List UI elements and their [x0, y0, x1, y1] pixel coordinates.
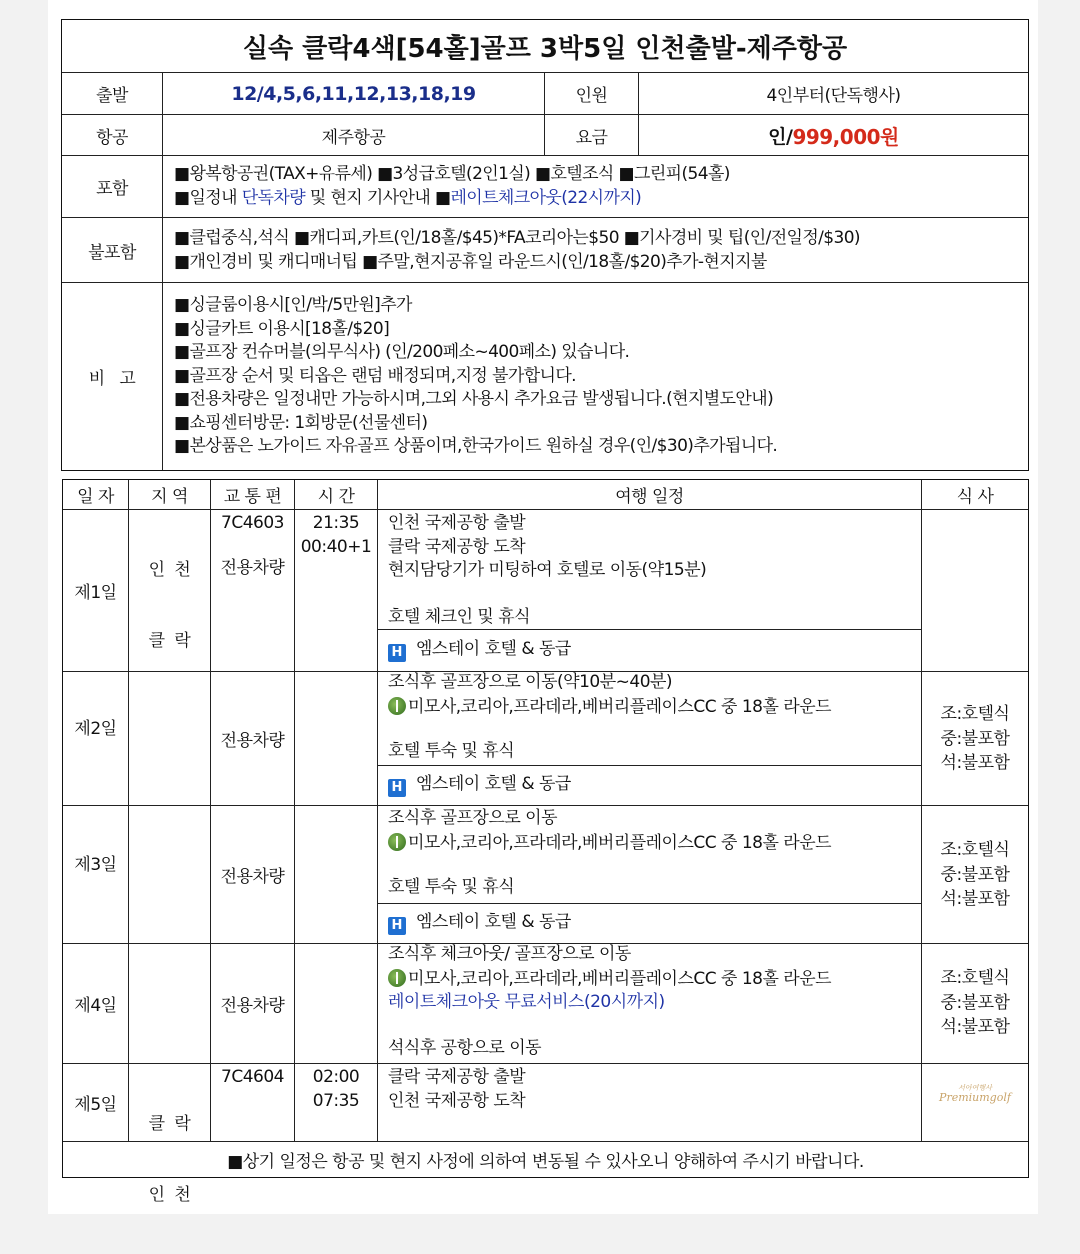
hotel-icon: H: [388, 917, 406, 935]
include-details: [174, 163, 730, 210]
day-3-hotel: H 엠스테이 호텔 & 동급: [388, 911, 571, 935]
remark-line: ■싱글룸이용시[인/박/5만원]추가: [174, 295, 412, 315]
day-1-label: 제1일: [74, 583, 117, 603]
golf-flag-icon: [388, 833, 406, 851]
day-2-hotel: H 엠스테이 호텔 & 동급: [388, 773, 571, 797]
remark-line: ■골프장 컨슈머블(의무식사) (인/200페소~400페소) 있습니다.: [174, 342, 630, 362]
flight-number: 7C4603: [221, 513, 284, 533]
include-line-1: ■왕복항공권(TAX+유류세) ■3성급호텔(2인1실) ■호텔조식 ■그린피(54홀): [174, 164, 730, 184]
hotel-icon: H: [388, 779, 406, 797]
remark-line: ■싱글카트 이용시[18홀/$20]: [174, 318, 390, 339]
day-4-label: 제4일: [74, 996, 117, 1016]
price-value: [639, 115, 1028, 155]
day-1-plan: 인천 국제공항 출발 클락 국제공항 도착 현지담당기가 미팅하여 호텔로 이동(약15분) 호텔 체크인 및 휴식: [388, 513, 707, 627]
day-4-transport: 전용차량: [220, 996, 285, 1016]
page-title: 실속 클락4색[54홀]골프 3박5일 인천출발-제주항공: [242, 33, 848, 64]
hotel-icon: H: [388, 644, 406, 662]
airline-label: 항공: [96, 127, 128, 148]
remark-line: ■쇼핑센터방문: 1회방문(선물센터): [174, 412, 428, 433]
header-region: 지 역: [151, 487, 188, 507]
remark-line: ■골프장 순서 및 티옵은 랜덤 배정되며,지정 불가합니다.: [174, 365, 576, 386]
departure-dates: 12/4,5,6,11,12,13,18,19: [231, 82, 476, 105]
itinerary-document: [48, 0, 1038, 1214]
exclude-line-1: ■클럽중식,석식 ■캐디피,카트(인/18홀/$45)*FA코리아는$50 ■기사경비 및 팁(인/전일정/$30): [174, 228, 860, 248]
late-checkout-text: 레이트체크아웃(22시까지): [450, 187, 642, 208]
header-date: 일 자: [77, 487, 114, 507]
day-5-plan: 클락 국제공항 출발 인천 국제공항 도착: [388, 1067, 526, 1111]
include-line-2: ■일정내 단독차량 및 현지 기사안내 ■레이트체크아웃(22시까지): [174, 187, 642, 208]
header-transport: 교 통 편: [223, 487, 282, 507]
day-5-region: 클 락 인 천: [148, 1114, 191, 1205]
footer-notice: ■상기 일정은 항공 및 현지 사정에 의하여 변동될 수 있사오니 양해하여 주시기 바랍니다.: [227, 1152, 864, 1172]
airline-value: 제주항공: [321, 127, 386, 148]
price-amount: 999,000원: [792, 124, 899, 149]
exclude-line-2: ■개인경비 및 캐디매너팁 ■주말,현지공휴일 라운드시(인/18홀/$20)추가-현지지불: [174, 251, 767, 272]
remark-line: ■전용차량은 일정내만 가능하시며,그외 사용시 추가요금 발생됩니다.(현지별도안내): [174, 389, 774, 409]
day-1-hotel: H 엠스테이 호텔 & 동급: [388, 638, 571, 662]
private-vehicle-text: 단독차량: [241, 187, 306, 208]
header-time: 시 간: [317, 487, 355, 507]
day-2-plan: 조식후 골프장으로 이동(약10분~40분) 미모사,코리아,프라데라,베버리플레이스CC 중 18홀 라운드 호텔 투숙 및 휴식: [388, 672, 832, 761]
remarks-details: [174, 294, 777, 459]
day-5-time: 02:00 07:35: [312, 1067, 360, 1111]
exclude-label: 불포함: [88, 242, 136, 263]
day-5-transport: 7C4604: [221, 1067, 284, 1087]
day-3-plan: 조식후 골프장으로 이동 미모사,코리아,프라데라,베버리플레이스CC 중 18홀 라운드 호텔 투숙 및 휴식: [388, 808, 832, 897]
day-1-time: 21:35 00:40+1: [300, 513, 372, 557]
day-2-transport: 전용차량: [220, 731, 285, 751]
day-3-label: 제3일: [74, 854, 117, 875]
company-logo: 서아여행사 Premiumgolf: [939, 1084, 1011, 1104]
people-value: 4인부터(단독행사): [766, 86, 901, 106]
remarks-label: 비 고: [88, 369, 136, 389]
header-itinerary: 여행 일정: [615, 487, 684, 507]
header-meals: 식 사: [956, 487, 994, 507]
remark-line: ■본상품은 노가이드 자유골프 상품이며,한국가이드 원하실 경우(인/$30)추가됩니다.: [174, 436, 778, 456]
price-prefix: 인/: [768, 125, 793, 148]
people-label: 인원: [575, 86, 608, 106]
day-2-label: 제2일: [74, 718, 117, 739]
day-3-meals: 조:호텔식 중:불포함 석:불포함: [940, 840, 1010, 909]
day-1-transport: [211, 512, 294, 580]
vehicle: 전용차량: [220, 557, 285, 578]
day-4-plan: 조식후 체크아웃/ 골프장으로 이동 미모사,코리아,프라데라,베버리플레이스CC 중 18홀 라운드 레이트체크아웃 무료서비스(20시까지) 석식후 공항으로 이동: [388, 944, 832, 1058]
departure-label: 출발: [96, 86, 128, 106]
day-3-transport: 전용차량: [220, 867, 285, 887]
exclude-details: [174, 227, 860, 274]
day-5-label: 제5일: [74, 1095, 117, 1115]
day-4-meals: 조:호텔식 중:불포함 석:불포함: [940, 968, 1010, 1037]
day-2-meals: 조:호텔식 중:불포함 석:불포함: [940, 704, 1010, 773]
include-label: 포함: [96, 179, 128, 199]
golf-flag-icon: [388, 697, 406, 715]
late-checkout-service: 레이트체크아웃 무료서비스(20시까지): [388, 992, 665, 1012]
price-label: 요금: [575, 127, 608, 148]
day-1-region: 인 천 클 락: [148, 560, 191, 651]
golf-flag-icon: [388, 969, 406, 987]
